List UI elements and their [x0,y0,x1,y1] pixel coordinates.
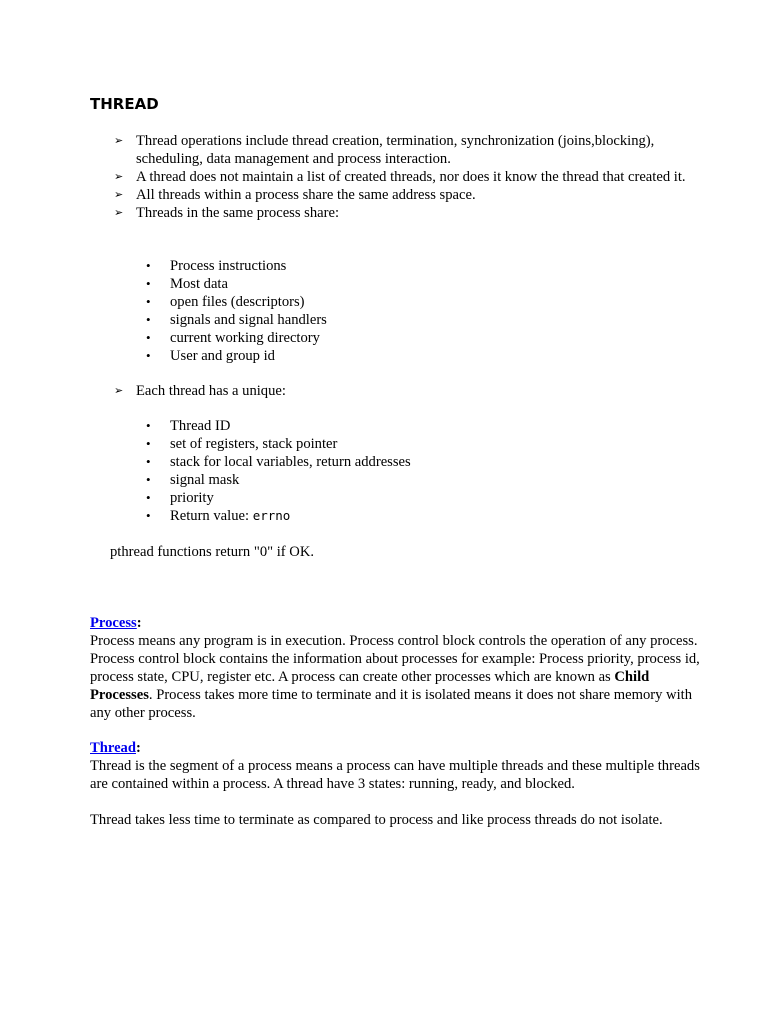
bullet-icon: • [146,312,151,327]
list-item-text: Threads in the same process share: [136,205,340,221]
bullet-icon: • [146,294,151,309]
process-link[interactable]: Process [90,615,137,631]
list-item-text: A thread does not maintain a list of created threads, nor does it know the thread that created it. [136,169,686,185]
list-item [114,382,696,400]
list-item [146,329,670,347]
thread-text: Thread is the segment of a process means a process can have multiple threads and these multiple threads are contained within a process. A thread have 3 states: running, ready, and blocked. [90,758,700,792]
closing-paragraph: Thread takes less time to terminate as compared to process and like process threads do not isolate. [90,812,663,828]
list-item-text: open files (descriptors) [170,294,305,310]
page-title: THREAD [90,95,159,113]
list-item-text: Thread ID [170,418,231,434]
list-item [146,257,670,275]
process-text-after: . Process takes more time to terminate and it is isolated means it does not share memory with any other process. [90,687,692,721]
bullet-icon: • [146,472,151,487]
list-item-text: Most data [170,276,228,292]
process-colon: : [136,615,142,631]
return-value-label: Return value: [170,508,253,524]
list-item-text: User and group id [170,348,275,364]
list-item-text: Process instructions [170,258,287,274]
list-item-text: All threads within a process share the same address space. [136,187,476,203]
pthread-note: pthread functions return "0" if OK. [110,544,315,560]
list-item-text: Thread operations include thread creation, termination, synchronization (joins,blocking), scheduling, data management and process interaction. [136,133,655,167]
list-item [146,489,670,507]
return-value-code: errno [252,508,291,523]
bullet-icon: • [146,418,151,433]
list-item-text: stack for local variables, return addresses [170,454,411,470]
list-item [146,435,670,453]
bullet-icon: • [146,508,151,523]
list-item [114,186,696,204]
list-item [146,453,670,471]
arrow-bullet-icon: ➢ [114,188,124,201]
bullet-icon: • [146,454,151,469]
list-item-text: signal mask [170,472,240,488]
list-item [146,471,670,489]
thread-section [90,739,700,793]
list-item [114,204,696,222]
bullet-icon: • [146,490,151,505]
list-item [146,275,670,293]
list-item-text: set of registers, stack pointer [170,436,338,452]
arrow-bullet-icon: ➢ [114,170,124,183]
arrow-bullet-icon: ➢ [114,206,124,219]
bullet-icon: • [146,330,151,345]
list-item-text: Each thread has a unique: [136,383,286,399]
unique-point-list [114,382,696,400]
list-item [146,293,670,311]
process-text-before: Process means any program is in execution. Process control block controls the operation of any process. Process control block contains the information about processes for example: Process priority, process id, process state, CPU, register etc. A process can create other processes which are known as [90,633,700,685]
list-item [146,347,670,365]
bullet-icon: • [146,436,151,451]
list-item [114,168,696,186]
child-processes-term: Child Processes [90,669,650,703]
list-item-text: priority [170,490,214,506]
bullet-icon: • [146,258,151,273]
unique-items-list [146,417,670,525]
bullet-icon: • [146,348,151,363]
process-section [90,614,700,722]
thread-colon: : [135,740,141,756]
bullet-icon: • [146,276,151,291]
list-item [146,417,670,435]
arrow-bullet-icon: ➢ [114,134,124,147]
list-item-text: signals and signal handlers [170,312,327,328]
list-item [146,311,670,329]
thread-link[interactable]: Thread [90,740,136,756]
list-item-text: current working directory [170,330,320,346]
list-item [114,132,696,168]
shared-items-list [146,257,670,365]
arrow-bullet-icon: ➢ [114,384,124,397]
thread-points-list [114,132,696,222]
list-item [146,507,670,525]
